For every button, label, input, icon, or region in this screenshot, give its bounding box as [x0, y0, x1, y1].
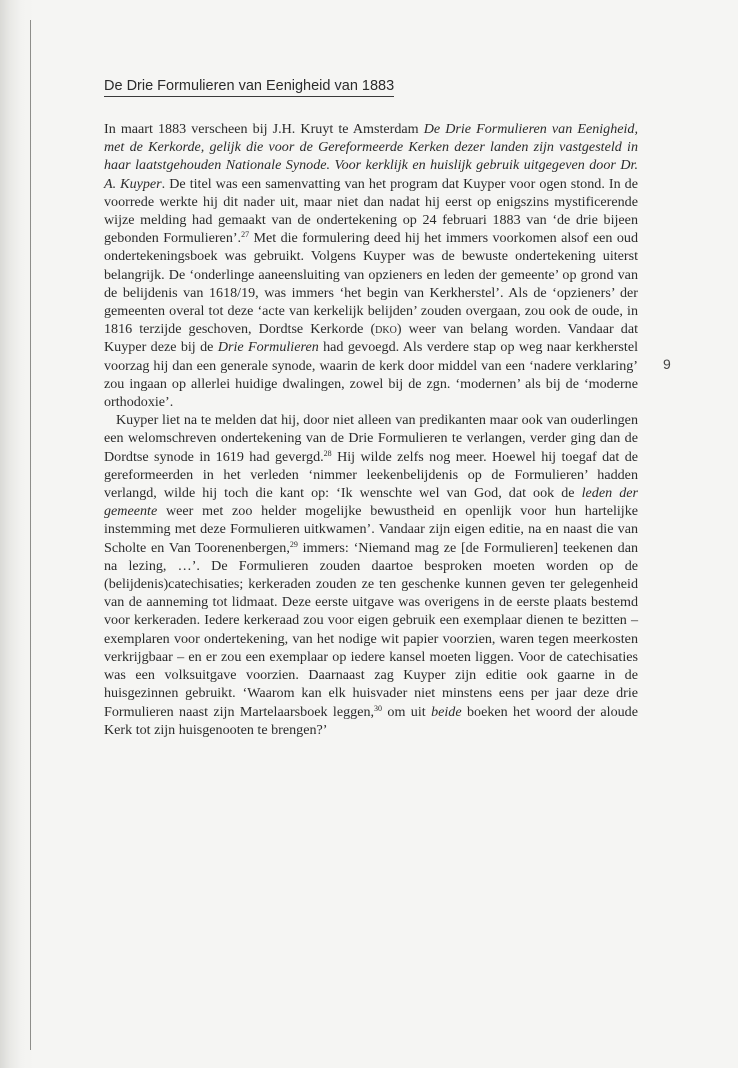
text-run: . De titel was een samenvatting van het program dat Kuyper voor ogen stond. In de voorrede werkte hij dit nader uit, maar niet dan nadat hij eerst op enigszins mystificerende wijze melding had gemaakt van de ondertekening op 24 februari 1883 van ‘de drie bijeen gebonden Formulieren’. [104, 175, 638, 247]
abbreviation-dko: dko [375, 321, 397, 338]
running-section-title: De Drie Formulieren van Eenigheid van 1883 [104, 78, 394, 97]
text-run: ) weer van belang worden. Vandaar dat Kuyper deze bij de [104, 321, 638, 356]
page-number: 9 [663, 356, 671, 372]
text-run: Hij wilde zelfs nog meer. Hoewel hij toegaf dat de gereformeerden in het verleden ‘nimmer leekenbelijdenis op de Formulieren’ hadden verlangd, wilde hij toch die kant op: ‘Ik wenschte wel van God, dat ook de [104, 448, 639, 502]
text-run: had gevoegd. Als verdere stap op weg naar kerkherstel voorzag hij dan een generale synode, waarin de kerk door middel van een ‘nadere verklaring’ zou ingaan op allerlei huidige dwalingen, zowel bij de zgn. ‘modernen’ als bij de ‘moderne orthodoxie’. [104, 339, 639, 411]
footnote-ref-30: 30 [374, 703, 383, 713]
text-run: immers: ‘Niemand mag ze [de Formulieren] teekenen dan na lezing, …’. De Formulieren zouden daartoe besproken moeten worden op de (belijdenis)catechisaties; kerkeraden zouden ze ten geschenke kunnen geven ter gelegenheid van de aanneming tot lidmaat. Deze eerste uitgave was overigens in de eerste plaats bestemd voor kerkeraden. Iedere kerkeraad zou voor eigen gebruik een exemplaar dienen te bezitten – exemplaren voor ondertekening, van het nodige wit papier voorzien, waren tegen meerkosten verkrijgbaar – en er zou een exemplaar op iedere kansel moeten liggen. Voor de catechisaties was een volksuitgave voorzien. Daarnaast zag Kuyper zijn editie ook gaarne in de huisgezinnen gebruikt. ‘Waarom kan elk huisvader niet minstens eens per jaar deze drie Formulieren naast zijn Martelaarsboek leggen, [104, 539, 638, 720]
italic-leden-der-gemeente: leden der gemeente [104, 485, 638, 520]
book-title-italic: De Drie Formulieren van Eenigheid, met de Kerkorde, gelijk die voor de Gereformeerde Kerken dezer landen zijn vastgesteld in haar laatstgehouden Nationale Synode. Voor kerklijk en huislijk gebruik uitgegeven door Dr. A. Kuyper [104, 121, 638, 192]
footnote-ref-29: 29 [289, 539, 298, 549]
body-text [104, 120, 638, 739]
footnote-ref-28: 28 [323, 448, 332, 458]
italic-drie-formulieren: Drie Formulieren [217, 339, 319, 356]
italic-beide: beide [431, 703, 462, 720]
text-run: Kuyper liet na te melden dat hij, door niet alleen van predikanten maar ook van ouderlingen een welomschreven ondertekening van de Drie Formulieren te verlangen, verder ging dan de Dordtse synode in 1619 had gevergd. [104, 412, 638, 465]
text-run: boeken het woord der aloude Kerk tot zijn huisgenooten te brengen?’ [104, 703, 638, 738]
text-run: Met die formulering deed hij het immers voorkomen alsof een oud ondertekeningsboek was gebruikt. Volgens Kuyper was de bewuste ondertekening uiterst belangrijk. De ‘onderlinge aaneensluiting van opzieners en leden der gemeente’ op grond van de belijdenis van 1618/19, was immers ‘het begin van Kerkherstel’. Als de ‘opzieners’ der gemeenten overal tot deze ‘acte van kerkelijk belijden’ zouden overgaan, zou ook de oude, in 1816 terzijde geschoven, Dordtse Kerkorde ( [104, 230, 639, 338]
paragraph-1 [104, 120, 638, 411]
book-gutter-line [30, 20, 31, 1050]
text-run: In maart 1883 verscheen bij J.H. Kruyt te Amsterdam [104, 121, 424, 137]
text-run: weer met zoo helder mogelijke bewustheid en openlijk voor hun hartelijke instemming met deze Formulieren uitkwamen’. Vandaar zijn eigen editie, na en naast die van Scholte en Van Toorenenbergen, [104, 503, 638, 556]
book-spine-shadow [0, 0, 34, 1068]
text-run: om uit [382, 703, 432, 720]
paragraph-2 [104, 411, 638, 739]
footnote-ref-27: 27 [241, 230, 250, 240]
